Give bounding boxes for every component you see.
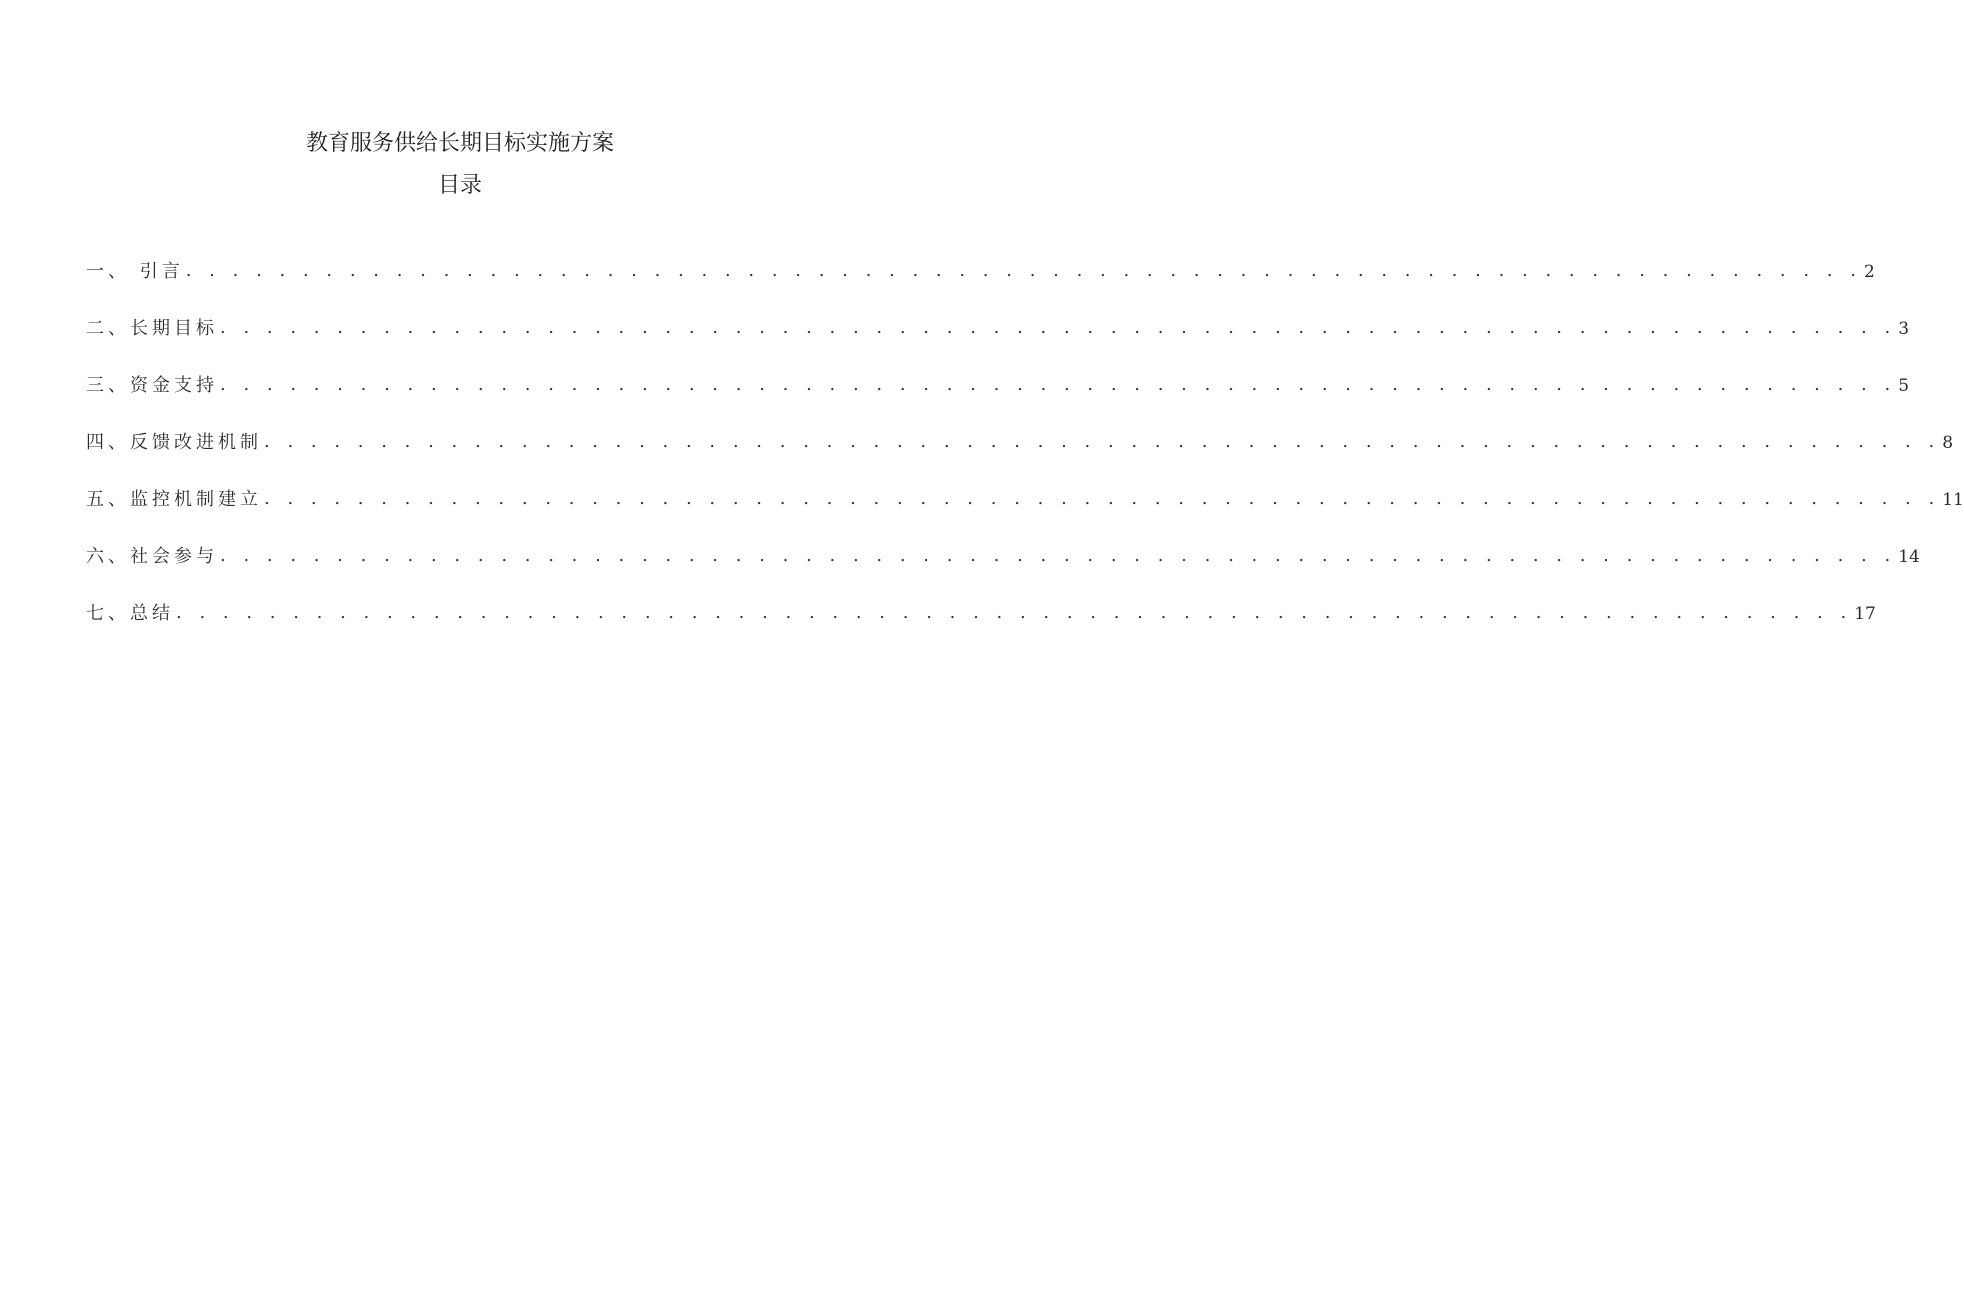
- toc-entry-page: 3: [1898, 319, 1910, 339]
- toc-entry-page: 14: [1898, 547, 1920, 567]
- toc-entry-page: 17: [1854, 604, 1876, 624]
- toc-dot-leader: . . . . . . . . . . . . . . . . . . . . . . . . . . . . . . . . . . . . . . . . . . . . . . . . . . . . . . . . . . . . . . . . . . . . . . . .: [220, 317, 1897, 338]
- toc-dot-leader: . . . . . . . . . . . . . . . . . . . . . . . . . . . . . . . . . . . . . . . . . . . . . . . . . . . . . . . . . . . . . . . . . . . . . . . .: [264, 431, 1941, 452]
- toc-entry-page: 11: [1942, 490, 1964, 510]
- table-of-contents: [86, 228, 1964, 627]
- toc-entry-label: 三、资金支持: [86, 375, 218, 396]
- toc-entry-label: 一、 引言: [86, 261, 184, 282]
- toc-entry-6[interactable]: [86, 513, 1920, 570]
- document-title: 教育服务供给长期目标实施方案: [305, 131, 614, 156]
- toc-entry-label: 五、监控机制建立: [86, 489, 262, 510]
- toc-dot-leader: . . . . . . . . . . . . . . . . . . . . . . . . . . . . . . . . . . . . . . . . . . . . . . . . . . . . . . . . . . . . . . . . . . . . . . . .: [185, 260, 1862, 281]
- toc-entry-label: 四、反馈改进机制: [86, 432, 262, 453]
- toc-entry-7[interactable]: [86, 570, 1876, 627]
- toc-dot-leader: . . . . . . . . . . . . . . . . . . . . . . . . . . . . . . . . . . . . . . . . . . . . . . . . . . . . . . . . . . . . . . . . . . . . . . . .: [220, 374, 1897, 395]
- toc-entry-page: 5: [1898, 376, 1910, 396]
- toc-entry-page: 8: [1942, 433, 1954, 453]
- toc-heading: 目录: [437, 173, 482, 198]
- toc-entry-4[interactable]: [86, 399, 1954, 456]
- toc-dot-leader: . . . . . . . . . . . . . . . . . . . . . . . . . . . . . . . . . . . . . . . . . . . . . . . . . . . . . . . . . . . . . . . . . . . . . . . .: [220, 545, 1897, 566]
- toc-entry-1[interactable]: [86, 228, 1875, 285]
- toc-entry-2[interactable]: [86, 285, 1910, 342]
- toc-entry-label: 六、社会参与: [86, 546, 218, 567]
- toc-dot-leader: . . . . . . . . . . . . . . . . . . . . . . . . . . . . . . . . . . . . . . . . . . . . . . . . . . . . . . . . . . . . . . . . . . . . . . . .: [176, 602, 1853, 623]
- toc-entry-label: 二、长期目标: [86, 318, 218, 339]
- toc-entry-3[interactable]: [86, 342, 1910, 399]
- toc-entry-page: 2: [1863, 262, 1875, 282]
- toc-entry-label: 七、总结: [86, 603, 174, 624]
- toc-dot-leader: . . . . . . . . . . . . . . . . . . . . . . . . . . . . . . . . . . . . . . . . . . . . . . . . . . . . . . . . . . . . . . . . . . . . . . . .: [264, 488, 1941, 509]
- toc-entry-5[interactable]: [86, 456, 1964, 513]
